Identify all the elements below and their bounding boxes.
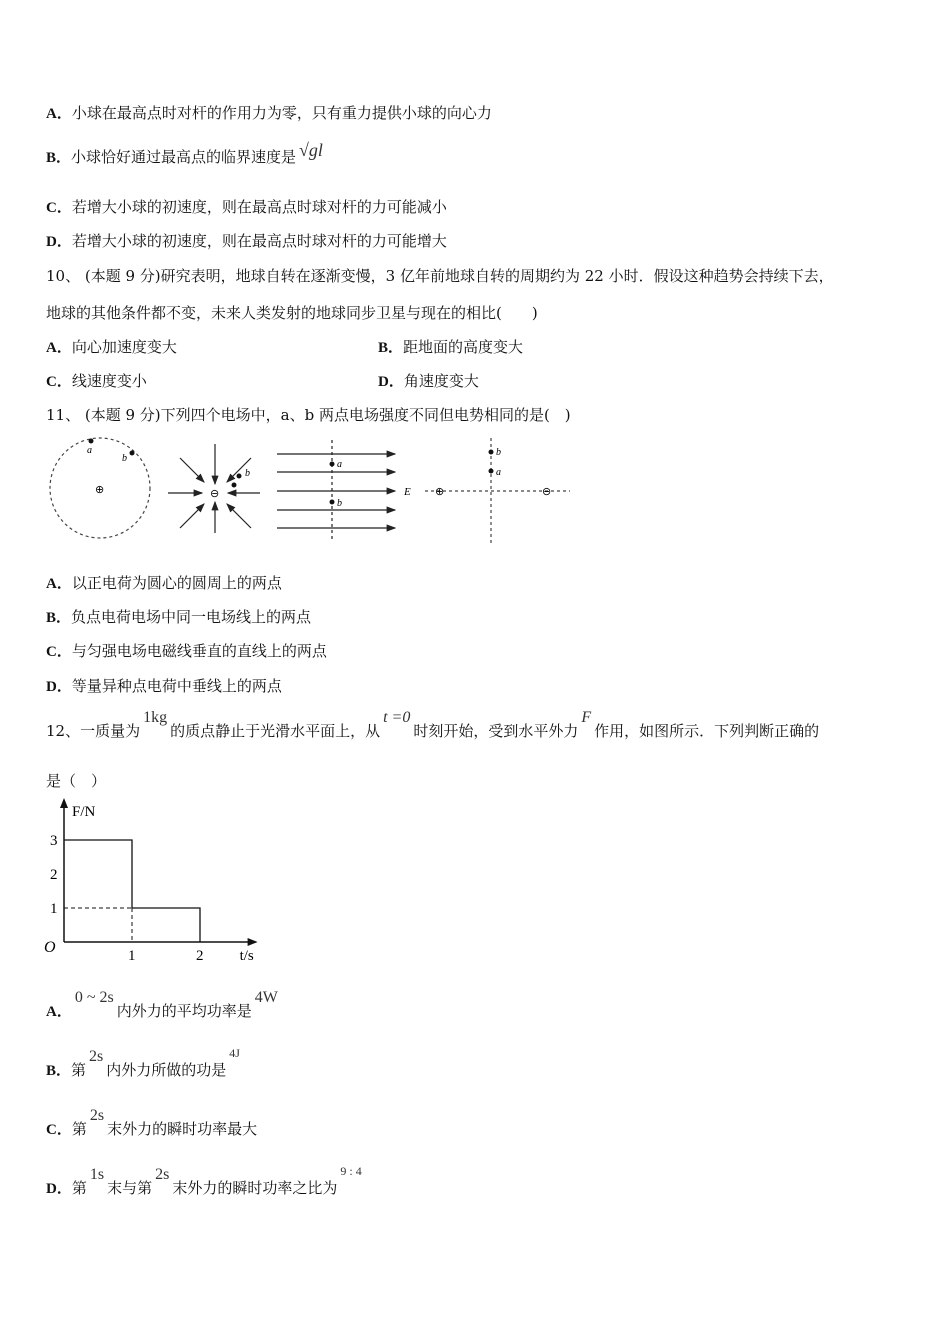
figure-c-uniform-field [277, 440, 395, 542]
svg-text:b: b [245, 468, 250, 479]
x-tick-label: 2 [196, 948, 204, 964]
option-label: D． [46, 234, 72, 250]
math-F: F [581, 709, 592, 726]
q12-option-c: C．第2s末外力的瞬时功率最大 [46, 1107, 258, 1138]
q10-option-a: A．向心加速度变大 [46, 338, 177, 356]
force-time-graph [40, 798, 254, 968]
positive-charge-icon: ⊕ [435, 486, 445, 498]
origin-label: O [44, 939, 56, 956]
math-mass: 1kg [143, 709, 168, 726]
svg-text:b: b [122, 453, 127, 464]
q11-option-a: A．以正电荷为圆心的圆周上的两点 [46, 574, 282, 592]
math-sqrt-gl: √gl [299, 140, 323, 160]
svg-text:b: b [337, 498, 342, 509]
y-tick-label: 2 [50, 867, 58, 883]
q12-stem-line2: 是（ ） [46, 772, 107, 790]
y-tick-label: 1 [50, 901, 58, 917]
q12-stem-line1: 12、一质量为1kg的质点静止于光滑水平面上，从t =0时刻开始，受到水平外力F作用，如图所示．下列判断正确的 [46, 709, 820, 740]
q11-option-c: C．与匀强电场电磁线垂直的直线上的两点 [46, 642, 327, 660]
svg-text:a: a [87, 445, 92, 456]
q10-option-d: D．角速度变大 [378, 372, 479, 390]
x-axis-arrow [248, 938, 258, 946]
negative-charge-icon: ⊖ [210, 488, 220, 500]
y-axis-label: F/N [72, 804, 96, 820]
q11-option-b: B．负点电荷电场中同一电场线上的两点 [46, 608, 312, 626]
q10-stem-line1: 10、 (本题 9 分)研究表明，地球自转在逐渐变慢，3 亿年前地球自转的周期约为 22 小时．假设这种趋势会持续下去， [46, 267, 834, 285]
x-tick-label: 1 [128, 948, 136, 964]
q9-option-c [46, 196, 447, 217]
q10-option-b: B．距地面的高度变大 [378, 338, 524, 356]
negative-charge-icon: ⊖ [542, 486, 552, 498]
svg-text:a: a [496, 467, 501, 478]
q11-field-figures [40, 436, 580, 546]
q11-stem: 11、 (本题 9 分)下列四个电场中，a、b 两点电场强度不同但电势相同的是( ) [46, 406, 571, 424]
q12-option-b: B．第2s内外力所做的功是$^{4J}$ [46, 1046, 240, 1079]
q9-option-b [46, 140, 326, 167]
q11-option-d: D．等量异种点电荷中垂线上的两点 [46, 677, 282, 695]
option-text: 若增大小球的初速度，则在最高点时球对杆的力可能减小 [71, 198, 447, 216]
y-tick-label: 3 [50, 833, 58, 849]
force-series-line [64, 840, 200, 942]
q12-option-a: A．0 ~ 2s内外力的平均功率是4W [46, 989, 278, 1020]
q10-option-c: C．线速度变小 [46, 372, 147, 390]
option-text: 小球恰好通过最高点的临界速度是 [71, 148, 297, 166]
svg-text:a: a [337, 459, 342, 470]
math-t0: t =0 [383, 709, 411, 726]
svg-text:E: E [404, 486, 411, 498]
figure-a-circle [50, 438, 150, 538]
x-axis-label: t/s [239, 948, 254, 964]
q10-stem-line2: 地球的其他条件都不变，未来人类发射的地球同步卫星与现在的相比( ) [46, 304, 538, 322]
positive-charge-icon: ⊕ [95, 484, 105, 496]
q9-option-a [46, 102, 492, 123]
svg-text:b: b [496, 447, 501, 458]
option-label: C． [46, 200, 72, 216]
q12-option-d: D．第1s末与第2s末外力的瞬时功率之比为$^{9 : 4}$ [46, 1164, 362, 1197]
option-label: A． [46, 106, 72, 122]
option-label: B． [46, 150, 72, 166]
y-axis-arrow [60, 798, 68, 808]
option-text: 小球在最高点时对杆的作用力为零，只有重力提供小球的向心力 [71, 104, 492, 122]
option-text: 若增大小球的初速度，则在最高点时球对杆的力可能增大 [71, 232, 447, 250]
q9-option-d [46, 230, 447, 251]
